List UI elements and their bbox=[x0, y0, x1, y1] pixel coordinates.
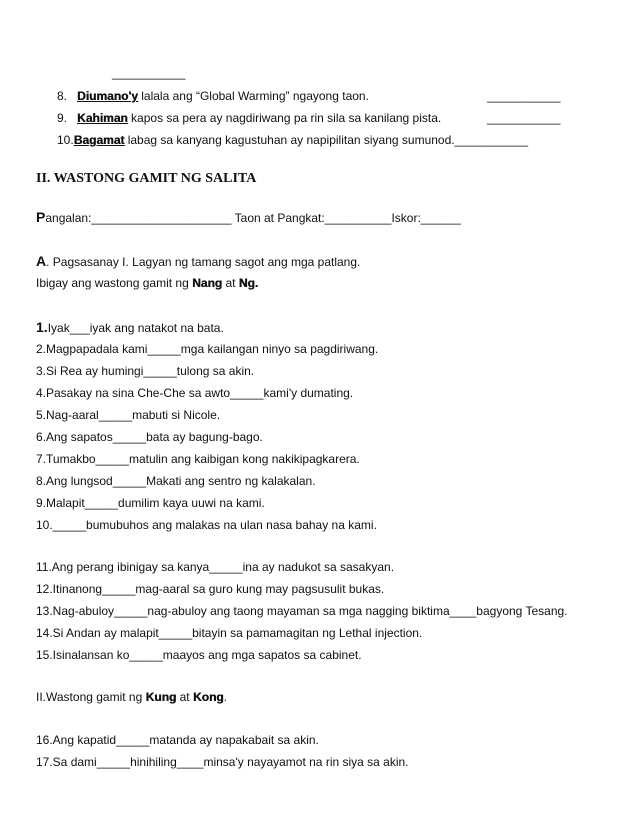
subinstruction-text: Ibigay ang wastong gamit ng bbox=[36, 276, 193, 290]
item-number: 8. bbox=[57, 89, 68, 103]
exercise-item: 2.Magpapadala kami_____mga kailangan ninyo sa pagdiriwang. bbox=[36, 342, 379, 356]
info-first-letter: P bbox=[36, 209, 46, 225]
part1-item-10 bbox=[57, 133, 528, 147]
part-ii-text: at bbox=[176, 690, 193, 704]
part-a-instruction bbox=[36, 254, 360, 269]
exercise-item: 11.Ang perang ibinigay sa kanya_____ina ay nadukot sa sasakyan. bbox=[36, 560, 395, 574]
answer-blank-10: ___________ bbox=[454, 133, 529, 147]
part-ii-text: . bbox=[223, 690, 227, 704]
part1-item-9 bbox=[57, 111, 441, 125]
exercise-item: 3.Si Rea ay humingi_____tulong sa akin. bbox=[36, 364, 255, 378]
exercise-item: 13.Nag-abuloy_____nag-abuloy ang taong mayaman sa mga nagging biktima____bagyong Tesang. bbox=[36, 604, 568, 618]
item-text: lalala ang “Global Warming” ngayong taon. bbox=[137, 89, 369, 103]
answer-blank-9: ___________ bbox=[487, 111, 561, 125]
item-keyword: Bagamat bbox=[73, 133, 125, 147]
part1-item-8 bbox=[57, 89, 369, 103]
section-title: II. WASTONG GAMIT NG SALITA bbox=[36, 171, 257, 186]
item-keyword: Kahiman bbox=[77, 111, 128, 125]
item-number: 9. bbox=[57, 111, 68, 125]
exercise-item: 8.Ang lungsod_____Makati ang sentro ng kalakalan. bbox=[36, 474, 316, 488]
keyword-nang: Nang bbox=[192, 276, 223, 290]
part-a-subinstruction bbox=[36, 276, 258, 290]
item-text: kapos sa pera ay nagdiriwang pa rin sila sa kanilang pista. bbox=[127, 111, 442, 125]
keyword-kung: Kung bbox=[145, 690, 177, 704]
exercise-item: 6.Ang sapatos_____bata ay bagung-bago. bbox=[36, 430, 263, 444]
part-ii-text: II.Wastong gamit ng bbox=[36, 690, 146, 704]
keyword-ng: Ng. bbox=[238, 276, 259, 290]
exercise-item: 5.Nag-aaral_____mabuti si Nicole. bbox=[36, 408, 221, 422]
item-number: 10. bbox=[57, 133, 74, 147]
item-text: Iyak___iyak ang natakot na bata. bbox=[47, 321, 224, 335]
part-a-instruction-text: . Pagsasanay I. Lagyan ng tamang sagot ang mga patlang. bbox=[46, 255, 361, 269]
exercise-item: 16.Ang kapatid_____matanda ay napakabait sa akin. bbox=[36, 733, 319, 747]
answer-blank-8: ___________ bbox=[487, 89, 561, 103]
exercise-item: 14.Si Andan ay malapit_____bitayin sa pamamagitan ng Lethal injection. bbox=[36, 626, 423, 640]
exercise-item: 10._____bumubuhos ang malakas na ulan nasa bahay na kami. bbox=[36, 518, 377, 532]
exercise-item: 7.Tumakbo_____matulin ang kaibigan kong nakikipagkarera. bbox=[36, 452, 360, 466]
keyword-kong: Kong bbox=[192, 690, 224, 704]
part-a-letter: A bbox=[36, 253, 47, 269]
top-answer-blank: ___________ bbox=[112, 66, 186, 80]
part-ii-heading bbox=[36, 690, 227, 704]
info-text: angalan:_____________________ Taon at Pangkat:__________Iskor:______ bbox=[45, 211, 461, 225]
item-text: labag sa kanyang kagustuhan ay napipilitan siyang sumunod. bbox=[124, 133, 455, 147]
exercise-item: 4.Pasakay na sina Che-Che sa awto_____kami'y dumating. bbox=[36, 386, 354, 400]
exercise-item bbox=[36, 320, 224, 335]
exercise-item: 12.Itinanong_____mag-aaral sa guro kung may pagsusulit bukas. bbox=[36, 582, 385, 596]
info-line bbox=[36, 210, 461, 225]
exercise-item: 9.Malapit_____dumilim kaya uuwi na kami. bbox=[36, 496, 265, 510]
exercise-item: 17.Sa dami_____hinihiling____minsa'y nayayamot na rin siya sa akin. bbox=[36, 755, 409, 769]
subinstruction-text: at bbox=[222, 276, 239, 290]
exercise-item: 15.Isinalansan ko_____maayos ang mga sapatos sa cabinet. bbox=[36, 648, 362, 662]
item-number: 1. bbox=[36, 319, 48, 335]
item-keyword: Diumano'y bbox=[77, 89, 138, 103]
